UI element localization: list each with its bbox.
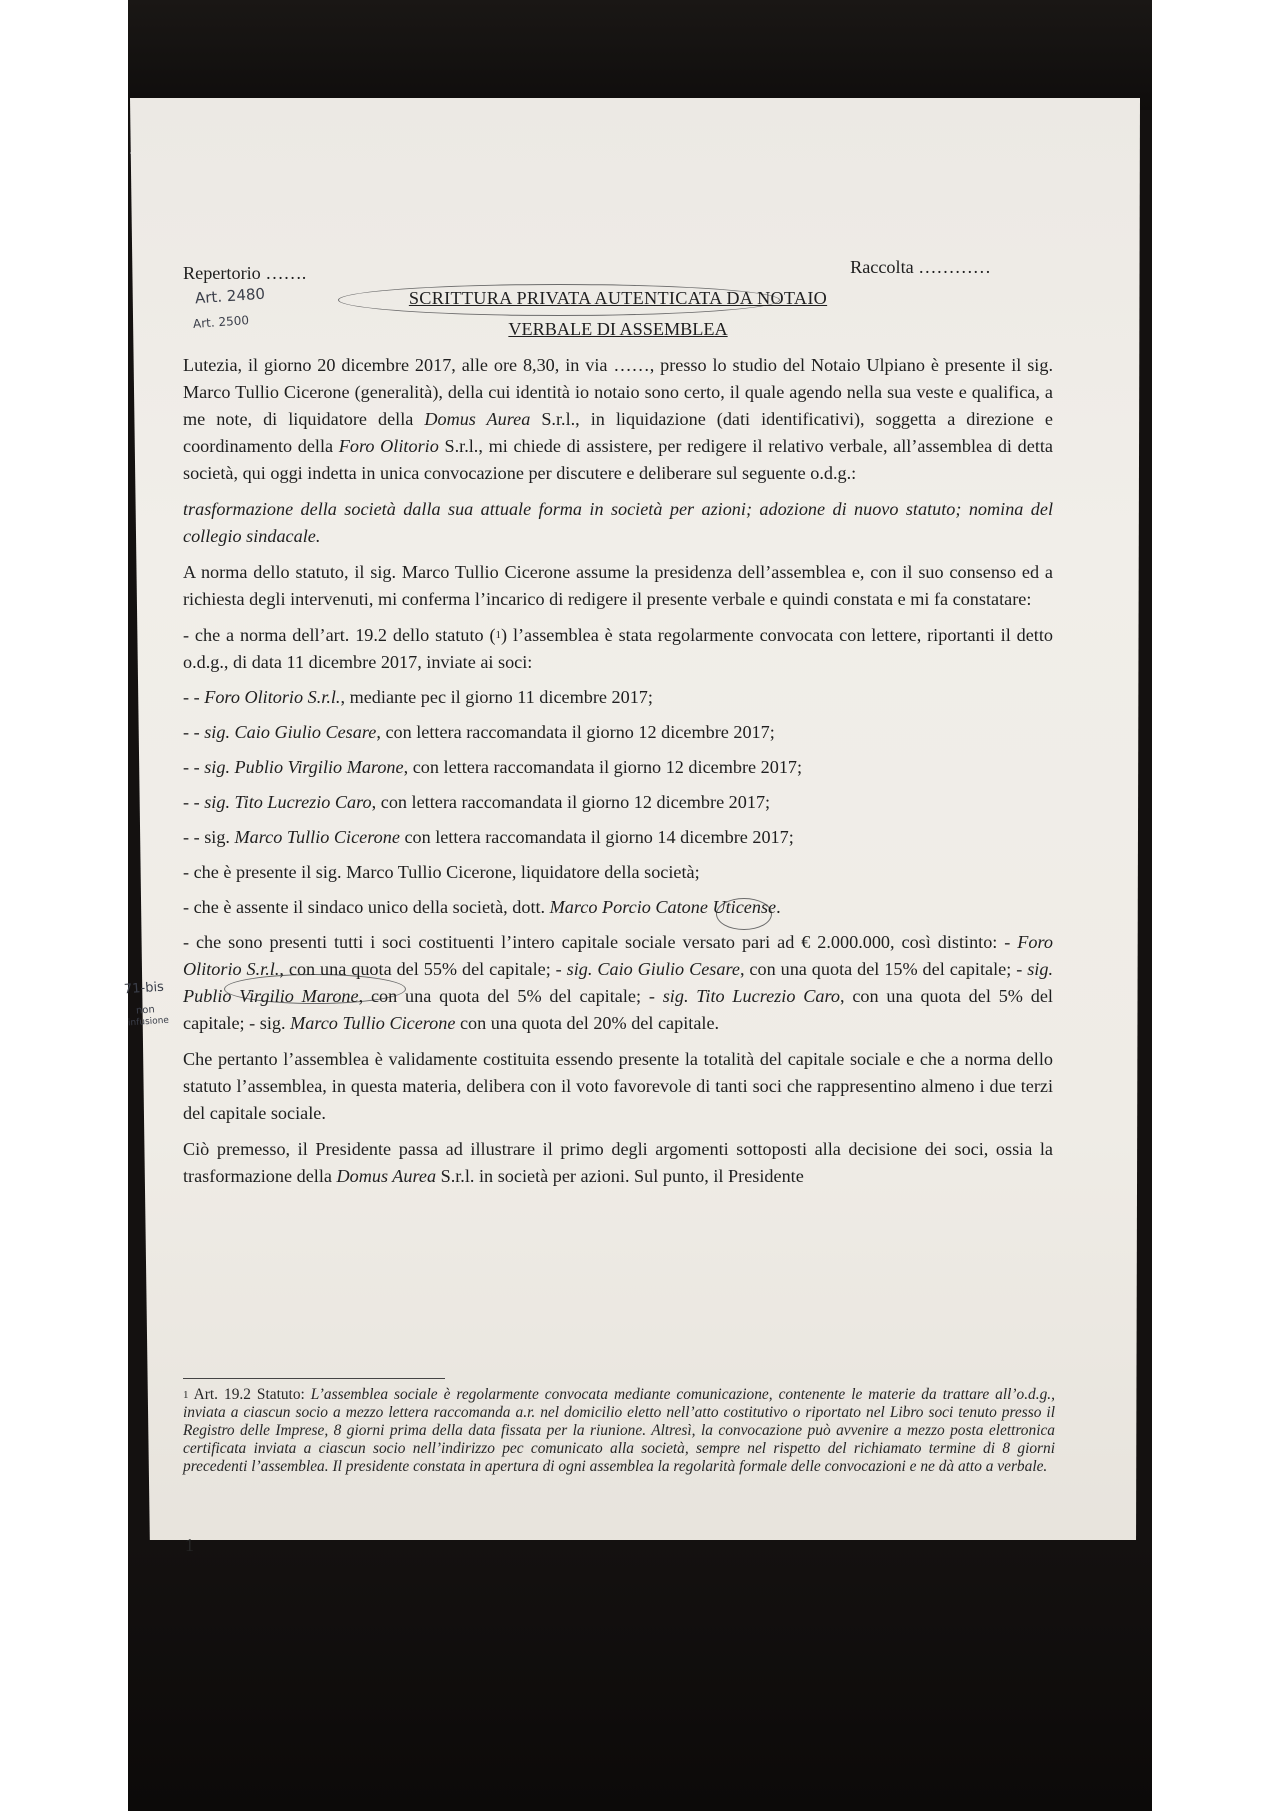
photo-bottom-area bbox=[128, 1540, 1152, 1811]
handwritten-margin-note: 71-bis bbox=[123, 979, 165, 998]
convocation-paragraph: - che a norma dell’art. 19.2 dello statuto ($^1$) l’assemblea è stata regolarmente convocata con lettere, riportanti il detto o.d.g., di data 11 dicembre 2017, inviate ai soci: bbox=[183, 625, 1053, 672]
photo-top-area bbox=[128, 0, 1152, 110]
document-title: SCRITTURA PRIVATA AUTENTICATA DA NOTAIO bbox=[408, 288, 828, 308]
list-item: - - sig. Tito Lucrezio Caro, con lettera raccomandata il giorno 12 dicembre 2017; bbox=[183, 792, 771, 812]
handwritten-margin-note: infusione bbox=[127, 1015, 170, 1029]
intro-paragraph: Lutezia, il giorno 20 dicembre 2017, alle ore 8,30, in via ……, presso lo studio del Notaio Ulpiano è presente il sig. Marco Tullio Cicerone (generalità), della cui identità io notaio sono certo, il quale agendo nella sua veste e qualifica, a me note, di liquidatore della Domus Aurea S.r.l., in liquidazione (dati identificativi), soggetta a direzione e coordinamento della Foro Olitorio S.r.l., mi chiede di assistere, per redigere il relativo verbale, all’assemblea di detta società, qui oggi indetta in unica convocazione per discutere e deliberare sul seguente o.d.g.: bbox=[183, 355, 1054, 483]
document-body bbox=[183, 254, 1053, 1190]
list-item: - - sig. Publio Virgilio Marone, con lettera raccomandata il giorno 12 dicembre 2017; bbox=[183, 757, 803, 777]
discussion-paragraph: Ciò premesso, il Presidente passa ad illustrare il primo degli argomenti sottoposti alla decisione dei soci, ossia la trasformazione della Domus Aurea S.r.l. in società per azioni. Sul punto, il Presidente bbox=[183, 1139, 1053, 1186]
quorum-paragraph: Che pertanto l’assemblea è validamente costituita essendo presente la totalità del capitale sociale e che a norma dello statuto l’assemblea, in questa materia, delibera con il voto favorevole di tanti soci che rappresentino almeno i due terzi del capitale sociale. bbox=[183, 1049, 1053, 1123]
document-header bbox=[183, 254, 1053, 281]
presidency-paragraph: A norma dello statuto, il sig. Marco Tullio Cicerone assume la presidenza dell’assemblea e, con il suo consenso ed a richiesta degli intervenuti, mi conferma l’incarico di redigere il presente verbale e quindi constata e mi fa constatare: bbox=[183, 562, 1053, 609]
list-item: - - sig. Caio Giulio Cesare, con lettera raccomandata il giorno 12 dicembre 2017; bbox=[183, 722, 775, 742]
handwritten-note-art-2500: Art. 2500 bbox=[192, 313, 250, 331]
page-number: 1 bbox=[185, 1535, 194, 1555]
raccolta-label: Raccolta ………… bbox=[850, 257, 991, 277]
document-subtitle: VERBALE DI ASSEMBLEA bbox=[508, 319, 728, 339]
footnote: $^1$ Art. 19.2 Statuto: L’assemblea sociale è regolarmente convocata mediante comunicazione, contenente le materie da trattare all’o.d.g., inviata a ciascun socio a mezzo lettera raccomanda a.r. nel domicilio eletto nell’atto costitutivo o riportato nel Libro soci tenuto presso il Registro delle Imprese, 8 giorni prima della data fissata per la riunione. Altresì, la convocazione può avvenire a mezzo posta elettronica certificata inviata a ciascun socio nell’indirizzo pec comunicato alla società, sempre nel rispetto del richiamato termine di 8 giorni precedenti l’assemblea. Il presidente constata in apertura di ogni assemblea la regolarità formale delle convocazioni e ne dà atto a verbale. bbox=[183, 1386, 1055, 1475]
capital-paragraph: - che sono presenti tutti i soci costituenti l’intero capitale sociale versato pari ad € 2.000.000, così distinto: - Foro Olitorio S.r.l., con una quota del 55% del capitale; - sig. Caio Giulio Cesare, con una quota del 15% del capitale; - sig. Publio Virgilio Marone, con una quota del 5% del capitale; - sig. Tito Lucrezio Caro, con una quota del 5% del capitale; - sig. Marco Tullio Cicerone con una quota del 20% del capitale. bbox=[183, 932, 1053, 1033]
list-item: - - sig. Marco Tullio Cicerone con lettera raccomandata il giorno 14 dicembre 2017; bbox=[183, 827, 794, 847]
footnote-separator bbox=[183, 1378, 445, 1379]
list-item: - che è presente il sig. Marco Tullio Cicerone, liquidatore della società; bbox=[183, 862, 700, 882]
agenda-text: trasformazione della società dalla sua attuale forma in società per azioni; adozione di nuovo statuto; nomina del collegio sindacale. bbox=[183, 499, 1053, 546]
handwritten-note-art-2480: Art. 2480 bbox=[194, 284, 266, 308]
repertorio-label: Repertorio ……. bbox=[183, 263, 307, 283]
handwritten-margin-note: non bbox=[135, 1004, 156, 1017]
list-item: - - Foro Olitorio S.r.l., mediante pec il giorno 11 dicembre 2017; bbox=[183, 687, 653, 707]
list-item: - che è assente il sindaco unico della società, dott. Marco Porcio Catone Uticense. bbox=[183, 897, 781, 917]
